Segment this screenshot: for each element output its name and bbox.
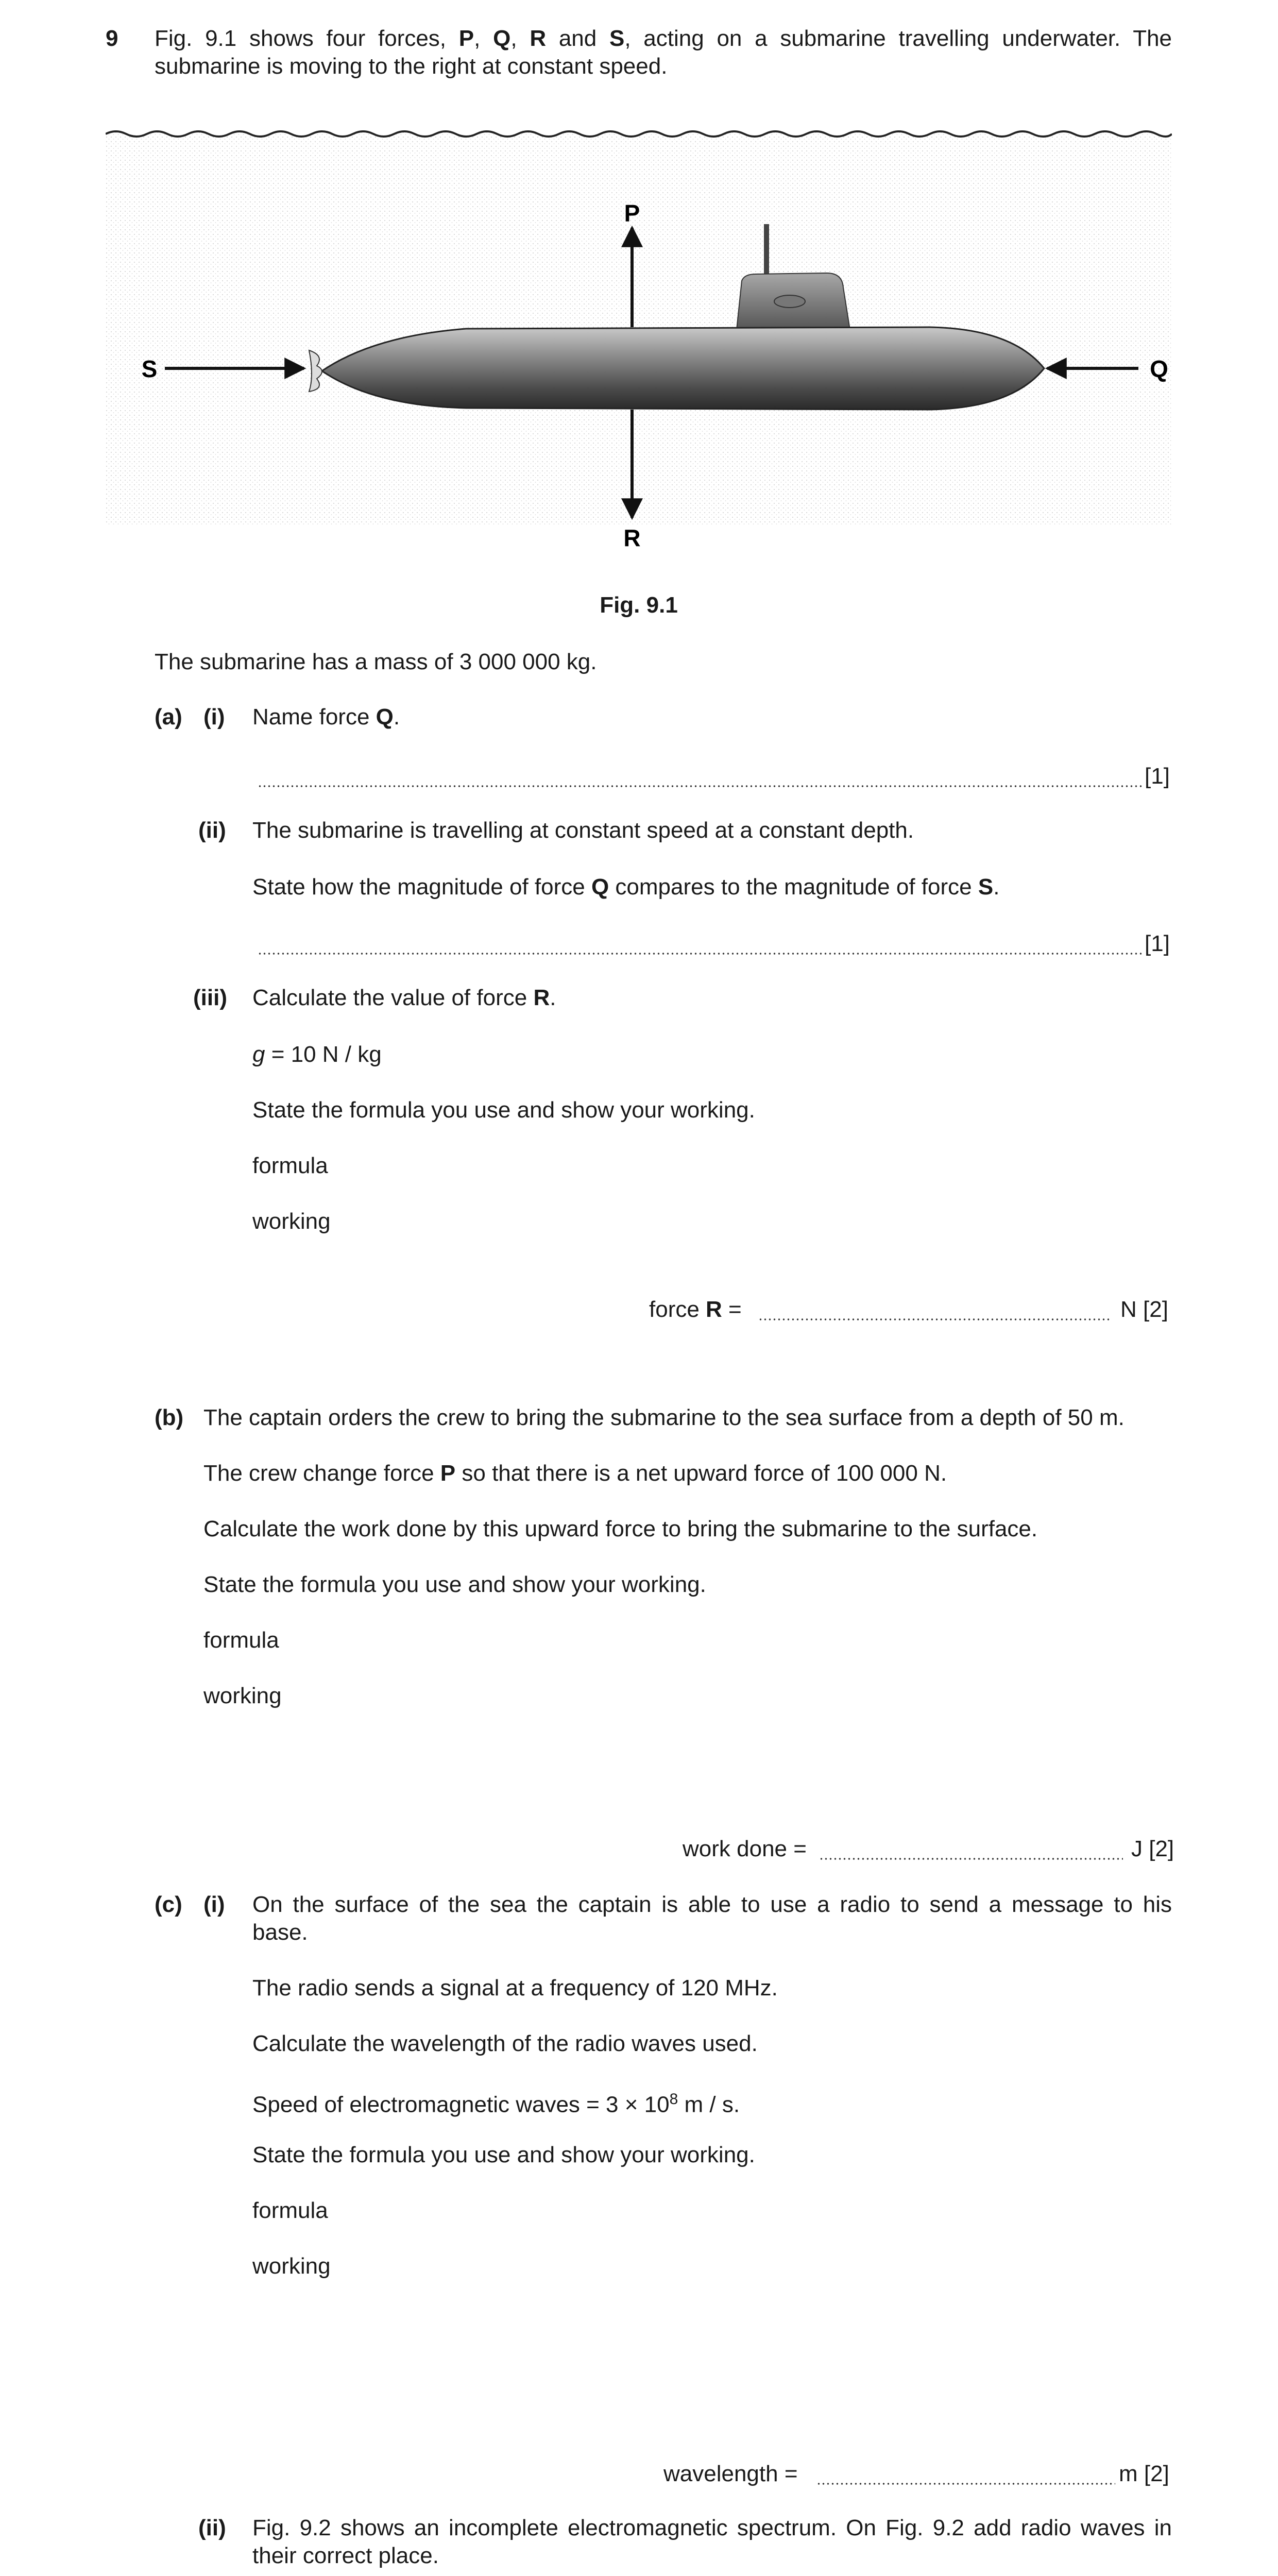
speed-of-em-waves: Speed of electromagnetic waves = $3 \times 10^8$ m / s. xyxy=(252,2091,740,2117)
part-c-ii-text-line2: their correct place. xyxy=(252,2543,439,2568)
answer-line-a-ii[interactable] xyxy=(258,952,1143,955)
part-c-label: (c) xyxy=(155,1892,182,1917)
part-a-ii-label: (ii) xyxy=(198,818,226,843)
part-c-ii-text-line1: Fig. 9.2 shows an incomplete electromagnetic spectrum. On Fig. 9.2 add radio waves in xyxy=(252,2515,1172,2540)
mark-a-ii: [1] xyxy=(1145,931,1170,956)
part-b-label: (b) xyxy=(155,1405,184,1430)
label-Q: Q xyxy=(1150,355,1168,382)
part-b-instruction: State the formula you use and show your working. xyxy=(203,1572,706,1597)
part-c-i-text2: The radio sends a signal at a frequency of 120 MHz. xyxy=(252,1975,778,2001)
answer-line-wavelength[interactable] xyxy=(816,2482,1115,2485)
answer-line-force-R[interactable] xyxy=(758,1318,1110,1321)
mark-a-i: [1] xyxy=(1145,764,1170,789)
question-intro-line1: Fig. 9.1 shows four forces, P, Q, R and S, acting on a submarine travelling underwater. The xyxy=(155,26,1172,51)
unit-mark-force-R: N [2] xyxy=(1120,1297,1168,1322)
figure-9-1-caption: Fig. 9.1 xyxy=(600,592,678,618)
answer-line-a-i[interactable] xyxy=(258,785,1143,788)
label-P: P xyxy=(624,200,640,227)
gravity-value: g = 10 N / kg xyxy=(252,1042,382,1067)
unit-mark-work-done: J [2] xyxy=(1131,1836,1174,1861)
part-a-i-label: (i) xyxy=(203,704,225,730)
question-intro-line2: submarine is moving to the right at constant speed. xyxy=(155,54,668,79)
part-c-i-text3: Calculate the wavelength of the radio waves used. xyxy=(252,2031,758,2056)
part-c-i-working-label: working xyxy=(252,2253,331,2279)
label-S: S xyxy=(141,355,158,382)
part-b-formula-label: formula xyxy=(203,1628,279,1653)
part-a-i-text: Name force Q. xyxy=(252,704,400,730)
part-a-iii-label: (iii) xyxy=(193,985,227,1010)
answer-label-work-done: work done = xyxy=(683,1836,807,1861)
mass-statement: The submarine has a mass of 3 000 000 kg. xyxy=(155,649,597,674)
part-a-ii-text2: State how the magnitude of force Q compares to the magnitude of force S. xyxy=(252,874,1000,900)
part-b-working-label: working xyxy=(203,1683,282,1708)
part-a-iii-formula-label: formula xyxy=(252,1153,328,1178)
part-c-ii-label: (ii) xyxy=(198,2515,226,2540)
part-c-i-text1-line1: On the surface of the sea the captain is able to use a radio to send a message to his xyxy=(252,1892,1172,1917)
unit-mark-wavelength: m [2] xyxy=(1119,2461,1169,2486)
label-R: R xyxy=(623,524,641,551)
part-c-i-label: (i) xyxy=(203,1892,225,1917)
submarine-hull xyxy=(322,327,1044,410)
part-a-ii-text1: The submarine is travelling at constant speed at a constant depth. xyxy=(252,818,914,843)
part-c-i-formula-label: formula xyxy=(252,2198,328,2223)
question-number: 9 xyxy=(106,26,118,51)
part-b-text2: The crew change force P so that there is a net upward force of 100 000 N. xyxy=(203,1461,947,1486)
part-a-iii-instruction: State the formula you use and show your working. xyxy=(252,1097,755,1123)
part-a-iii-text: Calculate the value of force R. xyxy=(252,985,556,1010)
part-b-text3: Calculate the work done by this upward force to bring the submarine to the surface. xyxy=(203,1516,1038,1541)
answer-label-force-R: force R = xyxy=(649,1297,742,1322)
part-b-text1: The captain orders the crew to bring the submarine to the sea surface from a depth of 50 m. xyxy=(203,1405,1124,1430)
part-c-i-text1-line2: base. xyxy=(252,1920,308,1945)
answer-line-work-done[interactable] xyxy=(819,1857,1123,1860)
submarine-force-diagram xyxy=(106,108,1172,572)
answer-label-wavelength: wavelength = xyxy=(663,2461,798,2486)
periscope xyxy=(764,224,769,281)
part-a-iii-working-label: working xyxy=(252,1209,331,1234)
part-c-i-instruction: State the formula you use and show your working. xyxy=(252,2142,755,2167)
part-a-label: (a) xyxy=(155,704,182,730)
